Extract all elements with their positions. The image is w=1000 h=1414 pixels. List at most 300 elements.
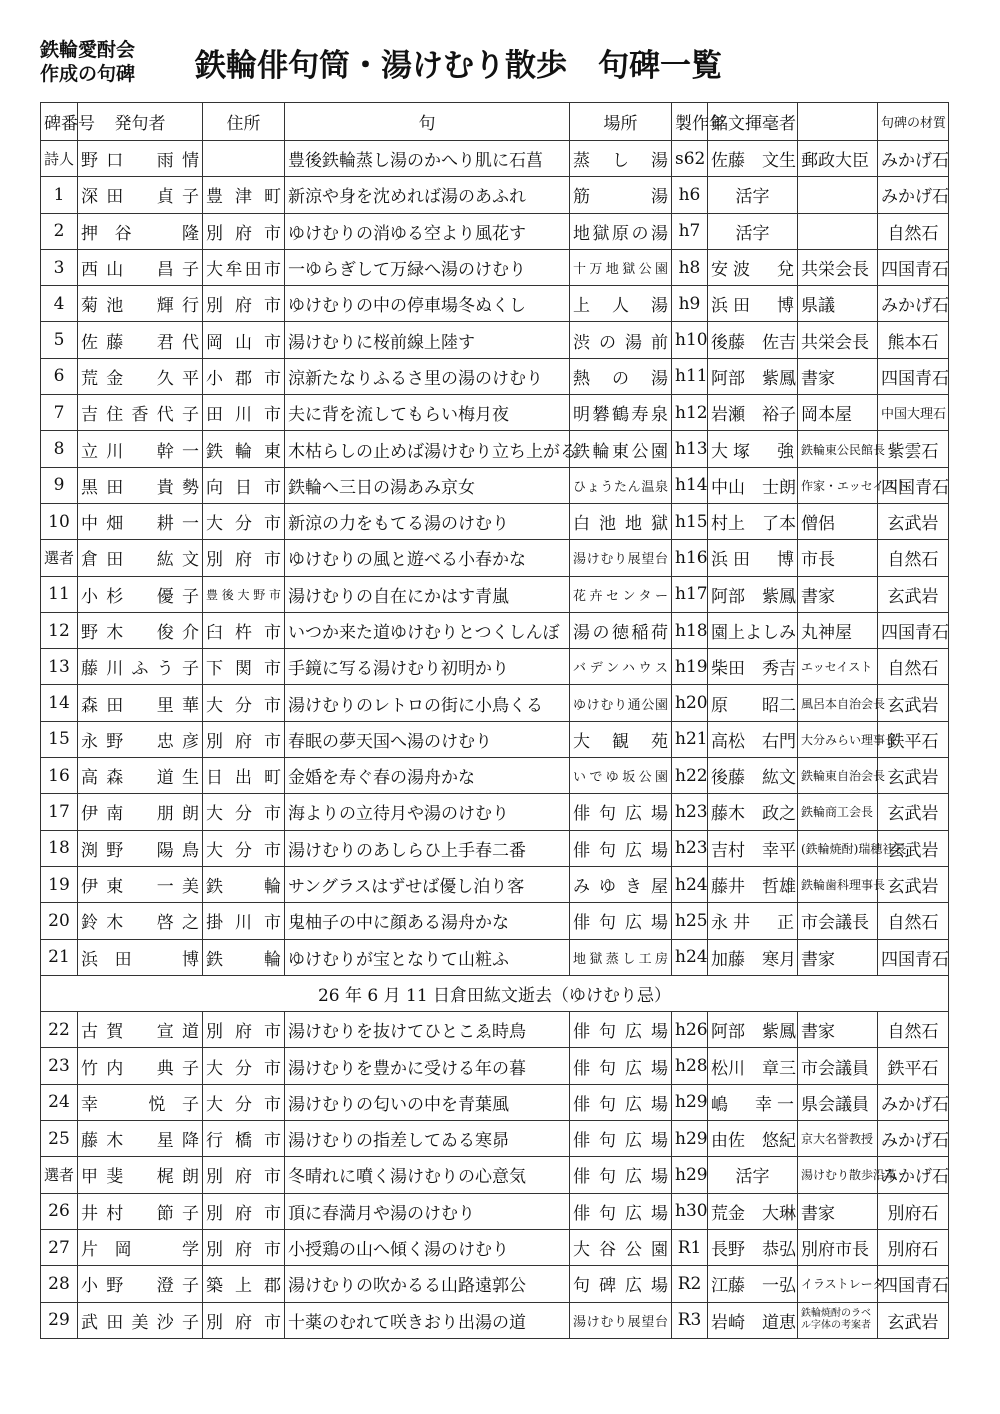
cell-no: 22 [41,1012,78,1048]
cell-title: 市会議員 [798,1048,878,1084]
cell-year: h14 [672,467,708,503]
cell-haiku: 豊後鉄輪蒸し湯のかへり肌に石菖 [285,141,570,177]
cell-address: 別府市 [203,1012,285,1048]
cell-writer: 後藤 紘文 [708,758,798,794]
cell-no: 詩人 [41,141,78,177]
table-row [41,1121,949,1157]
cell-haiku: 湯けむりに桜前線上陸す [285,322,570,358]
cell-writer: 大塚 強 [708,431,798,467]
cell-address: 築上郡 [203,1266,285,1302]
cell-author: 古賀 宣道 [78,1012,203,1048]
cell-material: 自然石 [878,540,949,576]
cell-author: 伊東 一美 [78,866,203,902]
cell-haiku: 小授鶏の山へ傾く湯のけむり [285,1229,570,1265]
cell-writer: 江藤 一弘 [708,1266,798,1302]
cell-address: 鉄輪 [203,866,285,902]
cell-material: 玄武岩 [878,830,949,866]
cell-title: 書家 [798,1193,878,1229]
cell-writer: 高松 右門 [708,721,798,757]
cell-haiku: 鉄輪へ三日の湯あみ京女 [285,467,570,503]
cell-year: h13 [672,431,708,467]
table-row [41,213,949,249]
cell-title: 市長 [798,540,878,576]
cell-address: 大分市 [203,1084,285,1120]
cell-author: 深田 貞子 [78,177,203,213]
cell-haiku: 湯けむりを豊かに受ける年の暮 [285,1048,570,1084]
cell-no: 8 [41,431,78,467]
cell-year: R1 [672,1229,708,1265]
cell-haiku: 湯けむりの匂いの中を青葉風 [285,1084,570,1120]
table-body [41,141,949,1339]
cell-haiku: 湯けむりのレトロの街に小鳥くる [285,685,570,721]
cell-address: 別府市 [203,286,285,322]
cell-place: 蒸 し 湯 [570,141,672,177]
cell-author: 西山 昌子 [78,249,203,285]
cell-place: 白池地獄 [570,503,672,539]
cell-writer: 中山 士朗 [708,467,798,503]
cell-no: 28 [41,1266,78,1302]
table-row [41,358,949,394]
page-title: 鉄輪俳句筒・湯けむり散歩 句碑一覧 [195,48,722,84]
cell-place: 上 人 湯 [570,286,672,322]
cell-writer: 阿部 紫鳳 [708,1012,798,1048]
cell-author: 倉田 紘文 [78,540,203,576]
cell-year: h7 [672,213,708,249]
table-row [41,503,949,539]
cell-writer: 浜田 博 [708,286,798,322]
cell-year: h11 [672,358,708,394]
table-row [41,431,949,467]
cell-year: h21 [672,721,708,757]
cell-no: 5 [41,322,78,358]
table-row [41,1157,949,1193]
cell-year: h25 [672,903,708,939]
cell-material: 四国青石 [878,467,949,503]
cell-author: 押谷 隆 [78,213,203,249]
cell-writer: 加藤 寒月 [708,939,798,975]
cell-title: 僧侶 [798,503,878,539]
cell-title: 郵政大臣 [798,141,878,177]
cell-author: 黒田 貴勢 [78,467,203,503]
cell-place: 湯けむり展望台 [570,540,672,576]
cell-year: s62 [672,141,708,177]
cell-material: 自然石 [878,903,949,939]
cell-address: 別府市 [203,540,285,576]
org-line-2: 作成の句碑 [40,63,136,85]
table-row [41,721,949,757]
cell-no: 17 [41,794,78,830]
cell-material: みかげ石 [878,1121,949,1157]
cell-writer: 松川 章三 [708,1048,798,1084]
cell-place: 俳句広場 [570,830,672,866]
cell-writer: 村上 了本 [708,503,798,539]
cell-title: 岡本屋 [798,395,878,431]
cell-year: h22 [672,758,708,794]
cell-year: h29 [672,1157,708,1193]
cell-haiku: 頂に春満月や湯のけむり [285,1193,570,1229]
cell-haiku: 湯けむりを抜けてひとこゑ時鳥 [285,1012,570,1048]
cell-material: 四国青石 [878,939,949,975]
cell-writer: 荒金 大琳 [708,1193,798,1229]
cell-title: 大分みらい理事長 [798,721,878,757]
cell-title: 市会議長 [798,903,878,939]
cell-haiku: 海よりの立待月や湯のけむり [285,794,570,830]
cell-place: 俳句広場 [570,903,672,939]
cell-writer: 由佐 悠紀 [708,1121,798,1157]
cell-material: 玄武岩 [878,866,949,902]
cell-place: みゆき屋 [570,866,672,902]
cell-year: R3 [672,1302,708,1338]
org-line-1: 鉄輪愛酎会 [40,39,136,61]
cell-haiku: 湯けむりの指差してゐる寒昴 [285,1121,570,1157]
cell-year: h10 [672,322,708,358]
cell-title: 県議 [798,286,878,322]
col-header-writer: 銘文揮毫者 [708,103,798,141]
cell-address: 豊津町 [203,177,285,213]
cell-place: バデンハウス [570,649,672,685]
cell-title: 作家・エッセイスト [798,467,878,503]
table-row [41,903,949,939]
cell-place: 大 観 苑 [570,721,672,757]
cell-writer: 吉村 幸平 [708,830,798,866]
cell-haiku: ゆけむりの風と遊べる小春かな [285,540,570,576]
cell-place: 俳句広場 [570,1157,672,1193]
cell-year: h18 [672,612,708,648]
cell-place: 地獄蒸し工房 [570,939,672,975]
cell-year: h30 [672,1193,708,1229]
table-row [41,939,949,975]
cell-no: 25 [41,1121,78,1157]
cell-writer: 岩瀬 裕子 [708,395,798,431]
cell-writer: 活字 [708,213,798,249]
cell-year: h12 [672,395,708,431]
cell-address: 岡山市 [203,322,285,358]
col-header-place: 場所 [570,103,672,141]
cell-no: 12 [41,612,78,648]
cell-no: 26 [41,1193,78,1229]
cell-address: 別府市 [203,213,285,249]
cell-no: 16 [41,758,78,794]
table-row [41,1048,949,1084]
cell-no: 14 [41,685,78,721]
cell-address: 別府市 [203,1302,285,1338]
cell-writer: 園上よしみ [708,612,798,648]
cell-author: 永野 忠彦 [78,721,203,757]
cell-address: 鉄輪 [203,939,285,975]
cell-author: 伊南 朋朗 [78,794,203,830]
cell-no: 7 [41,395,78,431]
cell-haiku: 夫に背を流してもらい梅月夜 [285,395,570,431]
col-header-address: 住所 [203,103,285,141]
cell-author: 藤川ふう子 [78,649,203,685]
cell-place: 花卉センター [570,576,672,612]
cell-material: 四国青石 [878,1266,949,1302]
cell-year: h8 [672,249,708,285]
cell-material: 四国青石 [878,612,949,648]
cell-title: 鉄輪歯科理事長 [798,866,878,902]
cell-author: 小野 澄子 [78,1266,203,1302]
cell-place: 十万地獄公園 [570,249,672,285]
cell-material: 自然石 [878,1012,949,1048]
cell-haiku: 新涼の力をもてる湯のけむり [285,503,570,539]
cell-writer: 佐藤 文生 [708,141,798,177]
cell-material: 玄武岩 [878,503,949,539]
cell-writer: 阿部 紫鳳 [708,576,798,612]
cell-year: h17 [672,576,708,612]
cell-author: 森田 里華 [78,685,203,721]
cell-address: 掛川市 [203,903,285,939]
table-row [41,685,949,721]
cell-material: 玄武岩 [878,685,949,721]
cell-material: 中国大理石 [878,395,949,431]
table-row [41,1084,949,1120]
cell-author: 野口 雨情 [78,141,203,177]
cell-year: h29 [672,1121,708,1157]
cell-address: 別府市 [203,1157,285,1193]
cell-address: 別府市 [203,1193,285,1229]
cell-address: 日出町 [203,758,285,794]
cell-haiku: 金婚を寿ぐ春の湯舟かな [285,758,570,794]
cell-author: 井村 節子 [78,1193,203,1229]
table-row [41,1229,949,1265]
cell-no: 23 [41,1048,78,1084]
cell-place: 筋 湯 [570,177,672,213]
cell-writer: 原 昭二 [708,685,798,721]
cell-place: ゆけむり通公園 [570,685,672,721]
cell-year: h24 [672,939,708,975]
cell-title: 鉄輪東自治会長 [798,758,878,794]
cell-material: みかげ石 [878,1084,949,1120]
cell-author: 立川 幹一 [78,431,203,467]
cell-no: 6 [41,358,78,394]
cell-no: 19 [41,866,78,902]
cell-address: 小郡市 [203,358,285,394]
cell-material: 別府石 [878,1229,949,1265]
cell-place: 俳句広場 [570,1193,672,1229]
cell-author: 渕野 陽鳥 [78,830,203,866]
cell-address: 大分市 [203,1048,285,1084]
cell-title: 県会議員 [798,1084,878,1120]
cell-material: 玄武岩 [878,758,949,794]
cell-year: h26 [672,1012,708,1048]
cell-address: 向日市 [203,467,285,503]
table-row [41,1193,949,1229]
cell-material: みかげ石 [878,177,949,213]
cell-material: みかげ石 [878,141,949,177]
cell-material: 玄武岩 [878,1302,949,1338]
table-row [41,141,949,177]
cell-title: 丸神屋 [798,612,878,648]
cell-title: 鉄輪商工会長 [798,794,878,830]
table-row [41,395,949,431]
cell-address: 大分市 [203,503,285,539]
monument-table [40,102,949,1339]
cell-title: 京大名誉教授 [798,1121,878,1157]
cell-author: 武田美沙子 [78,1302,203,1338]
table-row [41,177,949,213]
cell-address: 別府市 [203,721,285,757]
cell-place: 湯けむり展望台 [570,1302,672,1338]
cell-haiku: 冬晴れに噴く湯けむりの心意気 [285,1157,570,1193]
cell-year: h28 [672,1048,708,1084]
table-row [41,286,949,322]
cell-writer: 活字 [708,177,798,213]
cell-year: h9 [672,286,708,322]
cell-writer: 後藤 佐吉 [708,322,798,358]
cell-address: 臼杵市 [203,612,285,648]
cell-material: 玄武岩 [878,794,949,830]
cell-writer: 藤木 政之 [708,794,798,830]
cell-haiku: いつか来た道ゆけむりとつくしんぼ [285,612,570,648]
cell-no: 15 [41,721,78,757]
cell-author: 鈴木 啓之 [78,903,203,939]
cell-material: 四国青石 [878,358,949,394]
cell-writer: 嶋 幸一 [708,1084,798,1120]
header-row [41,103,949,141]
cell-no: 3 [41,249,78,285]
table-row [41,467,949,503]
cell-material: 四国青石 [878,249,949,285]
cell-no: 20 [41,903,78,939]
cell-haiku: 湯けむりの自在にかはす青嵐 [285,576,570,612]
cell-writer: 浜田 博 [708,540,798,576]
cell-place: 俳句広場 [570,1012,672,1048]
cell-author: 小杉 優子 [78,576,203,612]
cell-writer: 柴田 秀吉 [708,649,798,685]
col-header-haiku: 句 [285,103,570,141]
cell-haiku: 春眠の夢天国へ湯のけむり [285,721,570,757]
cell-no: 24 [41,1084,78,1120]
cell-title: 湯けむり散歩沿革 [798,1157,878,1193]
cell-title: 書家 [798,358,878,394]
col-header-material: 句碑の材質 [878,103,949,141]
cell-material: 玄武岩 [878,576,949,612]
cell-title: 鉄輪焼酎のラベル字体の考案者 [798,1302,878,1338]
table-row [41,1266,949,1302]
cell-no: 21 [41,939,78,975]
col-header-no: 碑番号 [41,103,78,141]
cell-material: 自然石 [878,213,949,249]
table-row [41,1012,949,1048]
cell-haiku: 新涼や身を沈めれば湯のあふれ [285,177,570,213]
cell-address: 別府市 [203,1229,285,1265]
cell-writer: 阿部 紫鳳 [708,358,798,394]
cell-no: 18 [41,830,78,866]
cell-haiku: ゆけむりの中の停車場冬ぬくし [285,286,570,322]
cell-material: 別府石 [878,1193,949,1229]
table-row [41,576,949,612]
cell-haiku: 十薬のむれて咲きおり出湯の道 [285,1302,570,1338]
cell-writer: 活字 [708,1157,798,1193]
cell-haiku: ゆけむりの消ゆる空より風花す [285,213,570,249]
cell-year: h19 [672,649,708,685]
cell-title [798,177,878,213]
cell-title [798,213,878,249]
cell-author: 吉住香代子 [78,395,203,431]
cell-year: R2 [672,1266,708,1302]
col-header-title [798,103,878,141]
cell-writer: 長野 恭弘 [708,1229,798,1265]
table-row [41,1302,949,1338]
cell-title: 書家 [798,939,878,975]
cell-material: 自然石 [878,649,949,685]
cell-place: 俳句広場 [570,1084,672,1120]
cell-title: 書家 [798,576,878,612]
cell-author: 佐藤 君代 [78,322,203,358]
cell-haiku: 木枯らしの止めば湯けむり立ち上がる [285,431,570,467]
cell-no: 2 [41,213,78,249]
cell-material: みかげ石 [878,286,949,322]
table-header [41,103,949,141]
cell-year: h15 [672,503,708,539]
cell-place: 大谷公園 [570,1229,672,1265]
memorial-note: 26 年 6 月 11 日倉田紘文逝去（ゆけむり忌） [41,975,949,1011]
cell-haiku: 一ゆらぎして万緑へ湯のけむり [285,249,570,285]
cell-author: 竹内 典子 [78,1048,203,1084]
cell-haiku: サングラスはずせば優し泊り客 [285,866,570,902]
cell-no: 10 [41,503,78,539]
cell-title: 共栄会長 [798,322,878,358]
cell-no: 1 [41,177,78,213]
cell-no: 27 [41,1229,78,1265]
col-header-author: 発句者 [78,103,203,141]
cell-author: 幸 悦子 [78,1084,203,1120]
cell-no: 9 [41,467,78,503]
cell-place: 渋の湯前 [570,322,672,358]
table-row [41,540,949,576]
cell-address [203,141,285,177]
cell-writer: 岩崎 道恵 [708,1302,798,1338]
cell-author: 藤木 星降 [78,1121,203,1157]
cell-writer: 藤井 哲雄 [708,866,798,902]
cell-haiku: 湯けむりのあしらひ上手春二番 [285,830,570,866]
cell-author: 甲斐 梶朗 [78,1157,203,1193]
cell-place: 句碑広場 [570,1266,672,1302]
table-row [41,758,949,794]
cell-year: h24 [672,866,708,902]
organization-label [40,38,160,86]
cell-title: 共栄会長 [798,249,878,285]
cell-place: 地獄原の湯 [570,213,672,249]
cell-title: 書家 [798,1012,878,1048]
cell-title: 鉄輪東公民館長 [798,431,878,467]
table-row [41,830,949,866]
cell-year: h29 [672,1084,708,1120]
cell-material: 鉄平石 [878,1048,949,1084]
cell-year: h6 [672,177,708,213]
table-row [41,649,949,685]
cell-address: 大牟田市 [203,249,285,285]
cell-haiku: 湯けむりの吹かるる山路遠郭公 [285,1266,570,1302]
cell-place: 俳句広場 [570,794,672,830]
cell-address: 豊後大野市 [203,576,285,612]
cell-place: 湯の徳稲荷 [570,612,672,648]
cell-author: 野木 俊介 [78,612,203,648]
cell-title: イラストレータ [798,1266,878,1302]
cell-author: 浜田 博 [78,939,203,975]
table-row [41,866,949,902]
table-row [41,322,949,358]
cell-material: 熊本石 [878,322,949,358]
cell-no: 選者 [41,1157,78,1193]
table-row [41,794,949,830]
col-header-year: 製作年 [672,103,708,141]
cell-title: (鉄輪焼酎)瑞穂社長 [798,830,878,866]
cell-place: 明礬鶴寿泉 [570,395,672,431]
table-row [41,612,949,648]
cell-place: いでゆ坂公園 [570,758,672,794]
cell-no: 11 [41,576,78,612]
